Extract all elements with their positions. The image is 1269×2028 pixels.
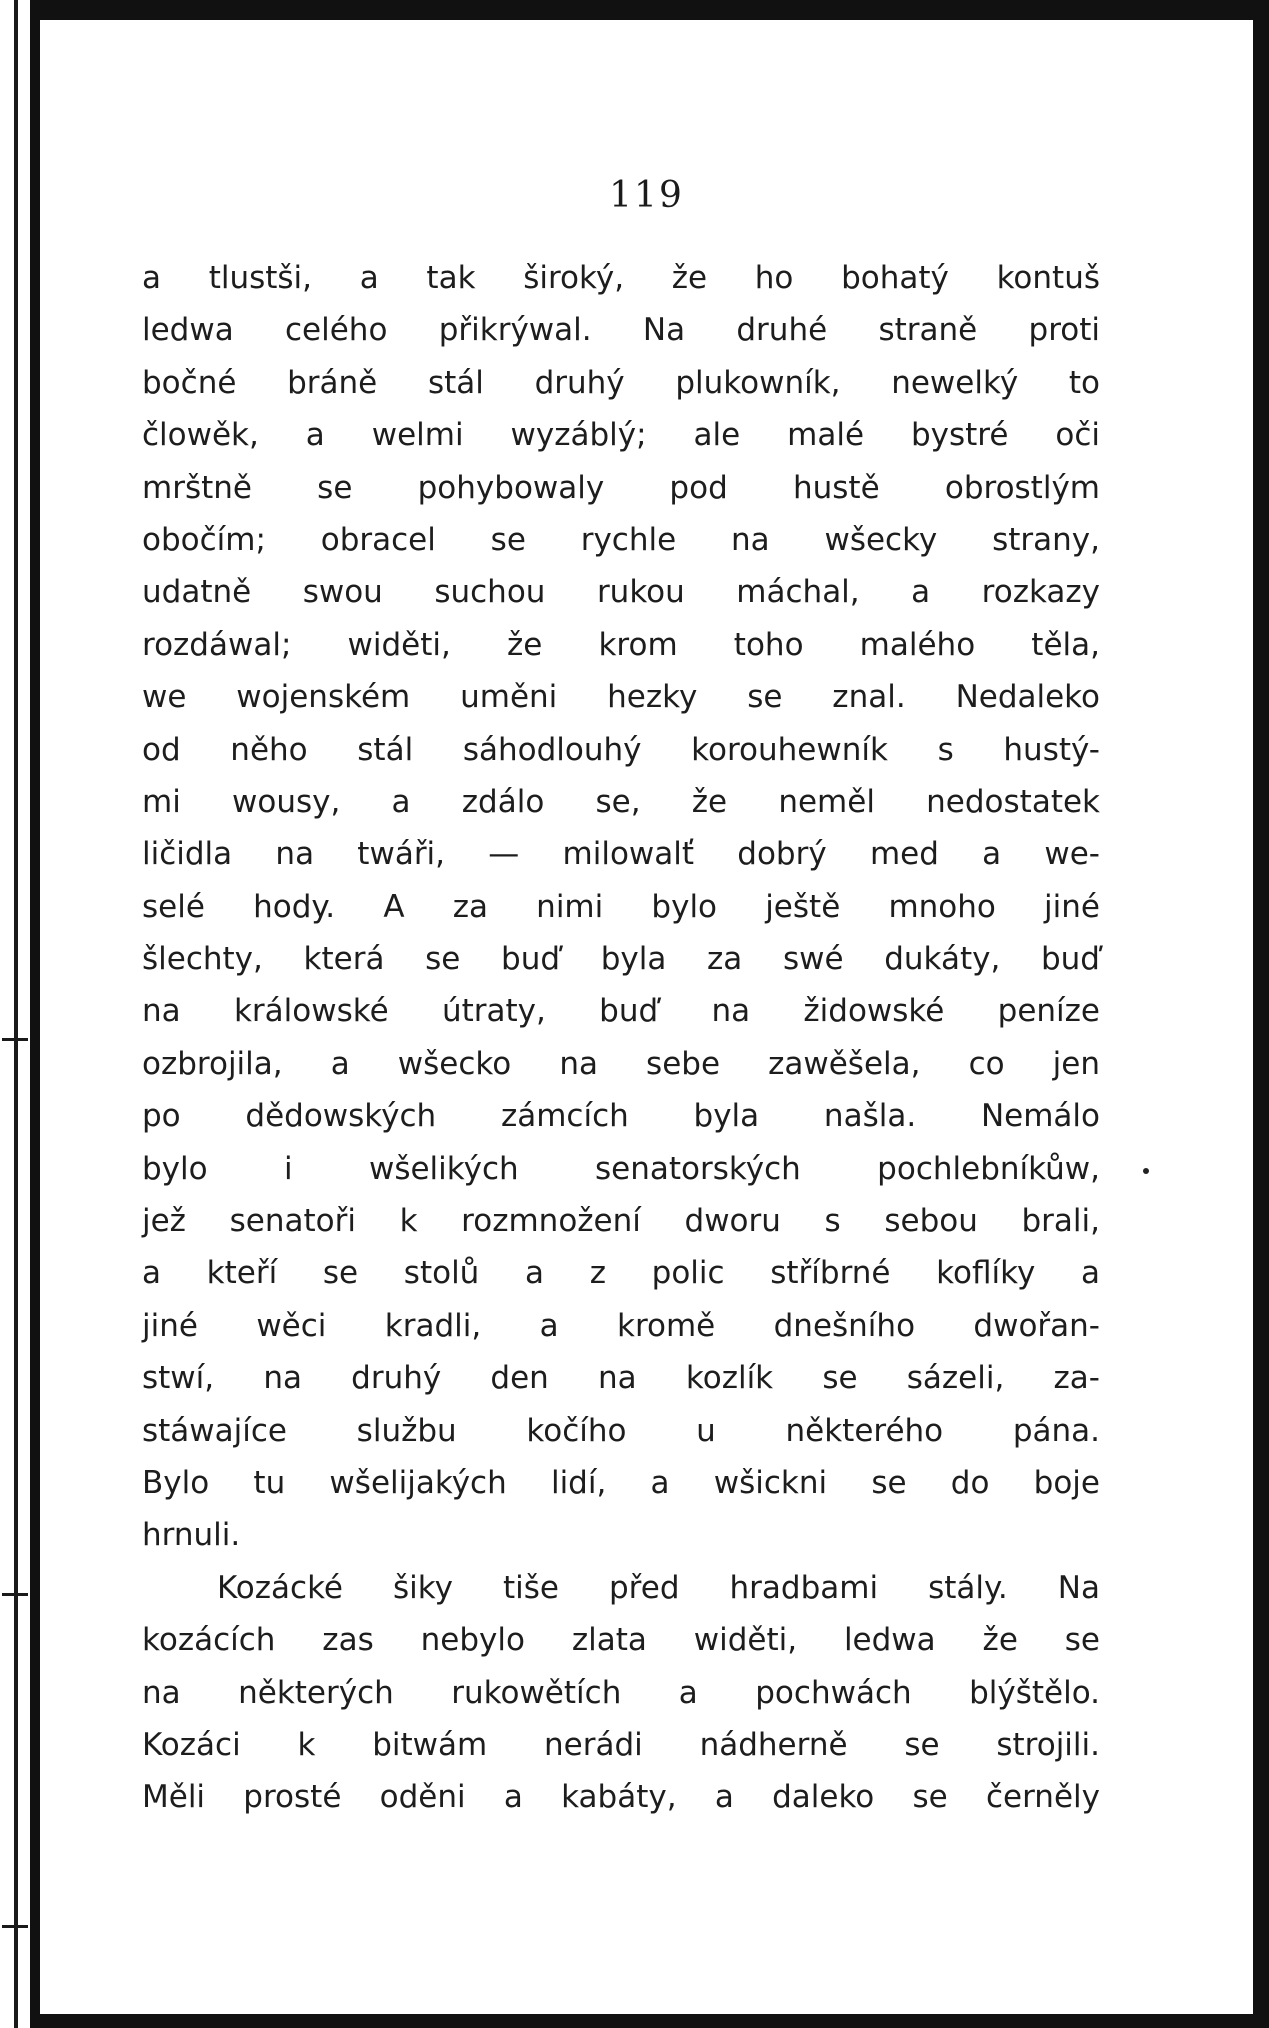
text-line: selé hody. A za nimi bylo ještě mnoho jiné	[142, 888, 1100, 925]
text-line: rozdáwal; widěti, že krom toho malého těla,	[142, 626, 1100, 663]
text-line: bočné bráně stál druhý plukowník, newelký to	[142, 364, 1100, 401]
left-page-edge	[0, 0, 30, 2028]
edge-tick-mark	[2, 1925, 28, 1928]
binding-rule	[14, 0, 18, 2028]
edge-tick-mark	[2, 1038, 28, 1041]
text-line: na králowské útraty, buď na židowské peníze	[142, 993, 1100, 1030]
text-line: člowěk, a welmi wyzáblý; ale malé bystré oči	[142, 417, 1100, 454]
text-line: na některých rukowětích a pochwách blýštělo.	[142, 1674, 1100, 1711]
text-line: Bylo tu wšelijakých lidí, a wšickni se do boje	[142, 1464, 1100, 1501]
text-line: Měli prosté oděni a kabáty, a daleko se černěly	[142, 1779, 1100, 1816]
text-line: a kteří se stolů a z polic stříbrné koflíky a	[142, 1255, 1100, 1292]
text-line: a tlustši, a tak široký, že ho bohatý kontuš	[142, 260, 1100, 296]
text-line: ledwa celého přikrýwal. Na druhé straně proti	[142, 312, 1100, 349]
paper-speck	[1143, 1168, 1149, 1174]
body-text	[142, 252, 1100, 1824]
text-line: od něho stál sáhodlouhý korouhewník s hustý-	[142, 731, 1100, 768]
text-line: jiné wěci kradli, a kromě dnešního dwořan-	[142, 1307, 1100, 1344]
paragraph	[142, 252, 1100, 1562]
paragraph	[142, 1562, 1100, 1824]
text-line: mi wousy, a zdálo se, že neměl nedostatek	[142, 783, 1100, 820]
text-line: udatně swou suchou rukou máchal, a rozkazy	[142, 574, 1100, 611]
edge-tick-mark	[2, 1593, 28, 1596]
text-line: ozbrojila, a wšecko na sebe zawěšela, co jen	[142, 1045, 1100, 1082]
book-page	[40, 20, 1253, 2014]
text-line: ličidla na twáři, — milowalť dobrý med a we-	[142, 836, 1100, 873]
text-line: po dědowských zámcích byla našla. Nemálo	[142, 1098, 1100, 1135]
text-line: bylo i wšelikých senatorských pochlebníkůw,	[142, 1150, 1100, 1187]
page-number: 119	[609, 175, 684, 216]
text-line: šlechty, která se buď byla za swé dukáty, buď	[142, 941, 1100, 978]
text-line: stwí, na druhý den na kozlík se sázeli, za-	[142, 1360, 1100, 1397]
text-line: kozácích zas nebylo zlata widěti, ledwa že se	[142, 1622, 1100, 1659]
text-line: we wojenském uměni hezky se znal. Nedaleko	[142, 679, 1100, 716]
text-line: jež senatoři k rozmnožení dworu s sebou brali,	[142, 1203, 1100, 1240]
text-line: mrštně se pohybowaly pod hustě obrostlým	[142, 469, 1100, 506]
text-line: Kozácké šiky tiše před hradbami stály. Na	[217, 1569, 1100, 1606]
text-line: stáwajíce službu kočího u některého pána.	[142, 1412, 1100, 1449]
text-line: hrnuli.	[142, 1517, 241, 1554]
text-line: obočím; obracel se rychle na wšecky strany,	[142, 521, 1100, 558]
text-line: Kozáci k bitwám nerádi nádherně se strojili.	[142, 1726, 1100, 1763]
